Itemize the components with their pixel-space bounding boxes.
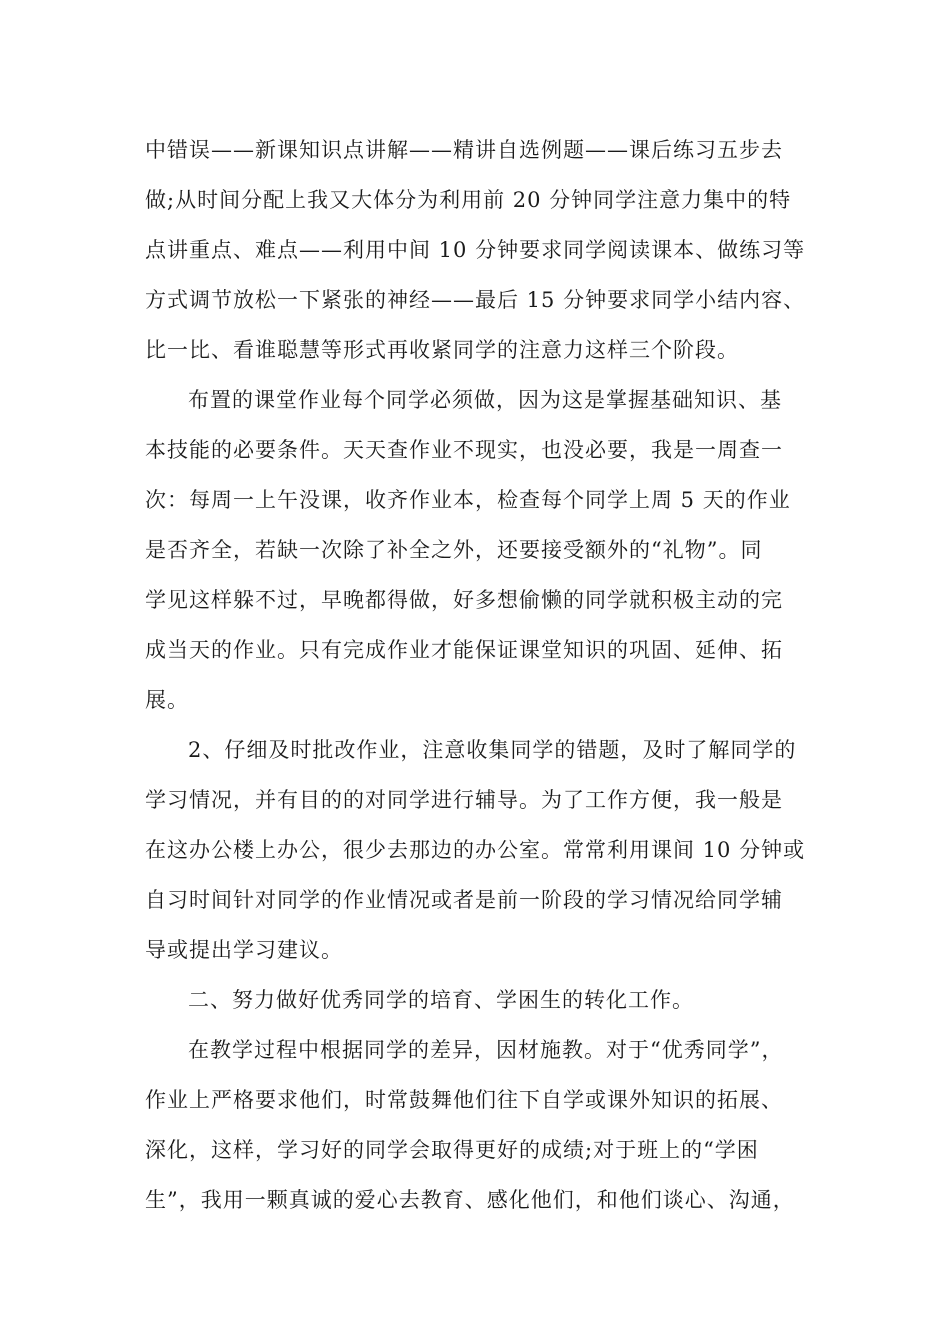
text-line: 自习时间针对同学的作业情况或者是前一阶段的学习情况给同学辅 — [145, 888, 783, 912]
text-line: 次：每周一上午没课，收齐作业本，检查每个同学上周 5 天的作业 — [145, 488, 791, 512]
text-line: 做;从时间分配上我又大体分为利用前 20 分钟同学注意力集中的特 — [145, 188, 792, 212]
text-line: 中错误——新课知识点讲解——精讲自选例题——课后练习五步去 — [145, 138, 783, 162]
text-line: 学习情况，并有目的的对同学进行辅导。为了工作方便，我一般是 — [145, 788, 783, 812]
text-line: 是否齐全，若缺一次除了补全之外，还要接受额外的“礼物”。同 — [145, 538, 763, 562]
text-line: 方式调节放松一下紧张的神经——最后 15 分钟要求同学小结内容、 — [145, 288, 806, 312]
text-line: 比一比、看谁聪慧等形式再收紧同学的注意力这样三个阶段。 — [145, 338, 739, 362]
text-line: 导或提出学习建议。 — [145, 938, 343, 962]
text-line: 本技能的必要条件。天天查作业不现实，也没必要，我是一周查一 — [145, 438, 783, 462]
paragraph-start-line: 在教学过程中根据同学的差异，因材施教。对于“优秀同学”， — [188, 1038, 784, 1062]
text-line: 点讲重点、难点——利用中间 10 分钟要求同学阅读课本、做练习等 — [145, 238, 806, 262]
paragraph-start-line: 布置的课堂作业每个同学必须做，因为这是掌握基础知识、基 — [188, 388, 782, 412]
paragraph-start-line: 2、仔细及时批改作业，注意收集同学的错题，及时了解同学的 — [188, 738, 797, 762]
text-line: 深化，这样，学习好的同学会取得更好的成绩;对于班上的“学困 — [145, 1138, 759, 1162]
section-heading: 二、努力做好优秀同学的培育、学困生的转化工作。 — [188, 988, 694, 1012]
text-line: 生”，我用一颗真诚的爱心去教育、感化他们，和他们谈心、沟通， — [145, 1188, 795, 1212]
text-line: 成当天的作业。只有完成作业才能保证课堂知识的巩固、延伸、拓 — [145, 638, 783, 662]
text-line: 展。 — [145, 688, 189, 712]
text-line: 作业上严格要求他们，时常鼓舞他们往下自学或课外知识的拓展、 — [145, 1088, 783, 1112]
text-line: 学见这样躲不过，早晚都得做，好多想偷懒的同学就积极主动的完 — [145, 588, 783, 612]
text-line: 在这办公楼上办公，很少去那边的办公室。常常利用课间 10 分钟或 — [145, 838, 806, 862]
